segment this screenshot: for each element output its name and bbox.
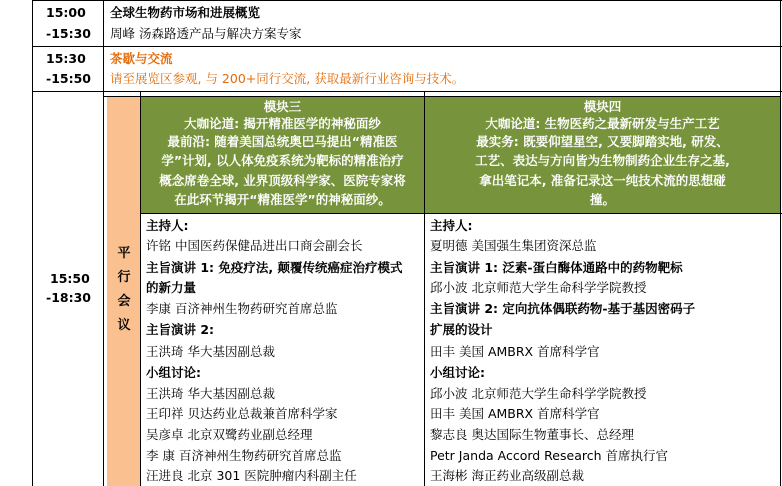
row-time: -15:30 — [46, 26, 91, 41]
program-heading: 主旨演讲 2: — [146, 322, 215, 337]
program-entry: 黎志良 奥达国际生物董事长、总经理 — [430, 427, 634, 442]
parallel-label-char: 平 — [117, 246, 131, 261]
module3-desc: 学”计划, 以人体免疫系统为靶标的精准治疗 — [161, 153, 404, 168]
session-title: 全球生物药市场和进展概览 — [110, 5, 261, 20]
module3-desc: 在此环节揭开“精准医学”的神秘面纱。 — [174, 192, 391, 207]
program-heading: 主旨演讲 1: 泛素-蛋白酶体通路中的药物靶标 — [430, 260, 683, 275]
program-heading: 主旨演讲 2: 定向抗体偶联药物-基于基因密码子 — [430, 301, 696, 316]
session-speaker: 周峰 汤森路透产品与解决方案专家 — [110, 26, 302, 41]
row-time: 15:30 — [46, 51, 86, 66]
program-heading: 小组讨论: — [146, 365, 201, 380]
program-entry: 汪进良 北京 301 医院肿瘤内科副主任 — [146, 468, 357, 483]
program-entry: 王海彬 海正药业高级副总裁 — [430, 468, 584, 483]
break-title: 茶歇与交流 — [110, 51, 173, 66]
parallel-label-char: 行 — [117, 270, 131, 285]
module3-theme: 大咖论道: 揭开精准医学的神秘面纱 — [184, 116, 381, 131]
break-description: 请至展览区参观, 与 200+同行交流, 获取最新行业咨询与技术。 — [110, 71, 465, 86]
program-entry: 王洪琦 华大基因副总裁 — [146, 386, 275, 401]
row-time: -15:50 — [46, 71, 91, 86]
program-entry: 许铭 中国医药保健品进出口商会副会长 — [146, 238, 363, 253]
module-header-bottom — [140, 213, 782, 214]
parallel-label-char: 议 — [117, 318, 131, 333]
row-time: -18:30 — [46, 290, 91, 305]
program-entry: 李 康 百济神州生物药研究首席总监 — [146, 448, 342, 463]
row-time: 15:50 — [50, 271, 90, 286]
module4-desc: 最实务: 既要仰望星空, 又要脚踏实地, 研发、 — [476, 134, 729, 149]
module4-desc: 拿出笔记本, 准备记录这一纯技术流的思想碰 — [479, 173, 726, 188]
program-heading: 主持人: — [430, 218, 473, 233]
program-entry: 王洪琦 华大基因副总裁 — [146, 344, 275, 359]
program-entry: 邱小波 北京师范大学生命科学学院教授 — [430, 386, 647, 401]
row-time: 15:00 — [46, 5, 86, 20]
program-heading: 主旨演讲 1: 免疫疗法, 颠覆传统癌症治疗模式 — [146, 260, 403, 275]
program-entry: 李康 百济神州生物药研究首席总监 — [146, 301, 338, 316]
program-heading: 小组讨论: — [430, 365, 485, 380]
table-right-border — [780, 0, 781, 486]
program-entry: 田丰 美国 AMBRX 首席科学官 — [430, 406, 600, 421]
table-left-border — [32, 0, 33, 486]
parallel-label-char: 会 — [117, 294, 131, 309]
row-divider-2 — [32, 91, 782, 92]
row-divider-1 — [32, 46, 782, 47]
module4-desc: 工艺、表达与方向皆为生物制药企业生存之基, — [475, 153, 730, 168]
program-entry: 邱小波 北京师范大学生命科学学院教授 — [430, 280, 647, 295]
program-entry: 吴彦卓 北京双鹭药业副总经理 — [146, 427, 313, 442]
program-entry: 田丰 美国 AMBRX 首席科学官 — [430, 344, 600, 359]
table-top-border — [32, 0, 782, 1]
module3-desc: 最前沿: 随着美国总统奥巴马提出“精准医 — [167, 134, 398, 149]
module4-desc: 撞。 — [589, 192, 615, 207]
program-heading: 主持人: — [146, 218, 189, 233]
program-entry: Petr Janda Accord Research 首席执行官 — [430, 448, 668, 463]
module4-theme: 大咖论道: 生物医药之最新研发与生产工艺 — [485, 116, 720, 131]
module3-desc: 概念席卷全球, 业界顶级科学家、医院专家将 — [159, 173, 406, 188]
module4-title: 模块四 — [583, 99, 622, 114]
program-heading: 的新力量 — [146, 280, 197, 295]
time-column-divider — [103, 0, 104, 486]
module3-title: 模块三 — [263, 99, 302, 114]
program-heading: 扩展的设计 — [430, 322, 493, 337]
program-entry: 夏明德 美国强生集团资深总监 — [430, 238, 597, 253]
program-entry: 王印祥 贝达药业总裁兼首席科学家 — [146, 406, 338, 421]
